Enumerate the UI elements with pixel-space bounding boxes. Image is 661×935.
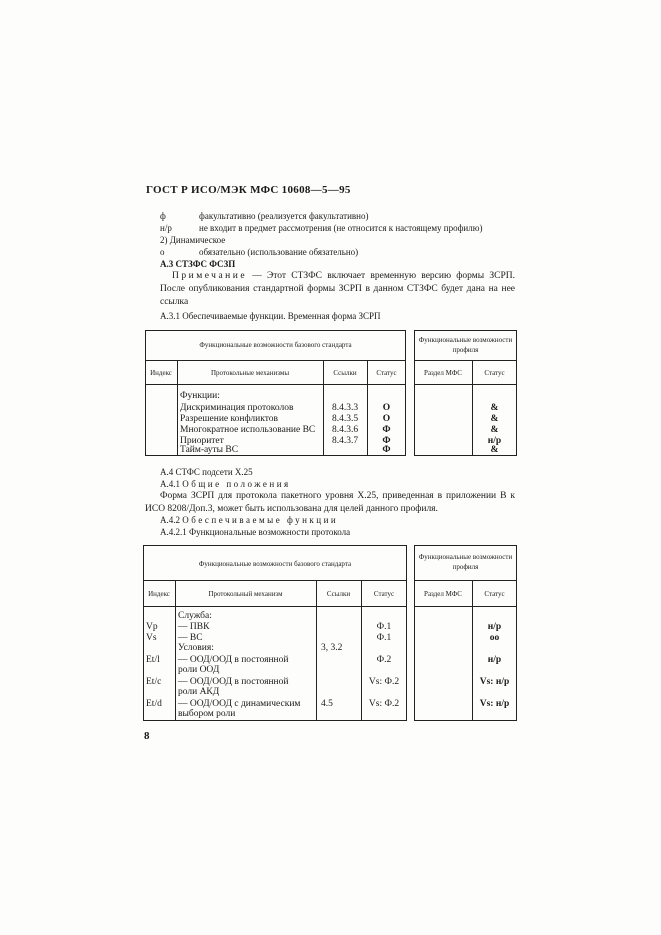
t2-status: Ф.2 [376, 655, 392, 665]
t1-status: Ф [382, 436, 391, 446]
note-paragraph [160, 270, 515, 309]
table-row: Разрешение конфликтов [180, 414, 278, 424]
t1-col-mech: Протокольные механизмы [210, 369, 290, 377]
section-a3: А.3 СТЗФС ФСЗП [160, 259, 236, 269]
t2-mech: роли АКД [178, 687, 220, 697]
note-label: Примечание [172, 271, 248, 281]
t2-mech: — ООД/ООД в постоянной [178, 677, 289, 687]
note-text: — Этот СТЗФС включает временную версию формы ЗСРП. После опубликования стандартной формы ЗСРП в данном СТЗФС будет дана на нее ссылка [160, 271, 515, 307]
t2-status: Ф.1 [376, 622, 392, 632]
t2-header-left: Функциональные возможности базового стандарта [198, 560, 352, 568]
a41-title: Общие положения [182, 479, 291, 489]
legend-code-nr: н/р [160, 223, 172, 233]
t1-header-left: Функциональные возможности базового стандарта [199, 341, 352, 349]
t1-col-index: Индекс [150, 369, 172, 377]
t1-status: Ф [382, 425, 391, 435]
t2-col-status: Статус [373, 590, 395, 598]
legend-text-f: факультативно (реализуется факультативно) [199, 211, 369, 221]
t1-status: О [382, 414, 391, 424]
legend-code-o: о [160, 247, 165, 257]
t2-pstatus: н/р [487, 655, 502, 665]
t1-pstatus: & [490, 425, 499, 435]
t1-status: О [382, 403, 391, 413]
a421-title: А.4.2.1 Функциональные возможности протокола [160, 527, 351, 537]
t1-status: Ф [382, 445, 391, 455]
t2-mech: Условия: [178, 643, 214, 653]
item-dynamic: 2) Динамическое [160, 235, 226, 245]
t2-pstatus: оо [489, 633, 500, 643]
page-header: ГОСТ Р ИСО/МЭК МФС 10608—5—95 [146, 184, 351, 196]
table-row: Тайм-ауты ВС [180, 445, 239, 455]
t2-pstatus: Vs: н/р [479, 677, 510, 687]
t2-status: Vs: Ф.2 [368, 699, 400, 709]
t2-mech: — ООД/ООД с динамическим [178, 699, 301, 709]
t2-pstatus: Vs: н/р [479, 699, 510, 709]
t2-index: Vp [146, 622, 158, 632]
t1-col-status: Статус [376, 369, 397, 377]
a41-num: А.4.1 [160, 479, 180, 489]
t2-index: Et/d [146, 699, 162, 709]
section-a4: А.4 СТФС подсети Х.25 [160, 467, 253, 477]
t1-col-ref: Ссылки [333, 369, 357, 377]
table-row: Приоритет [180, 436, 224, 446]
t2-index: Et/l [146, 655, 160, 665]
t1-col-pstatus: Статус [484, 369, 505, 377]
t1-ref: 8.4.3.6 [331, 425, 359, 435]
t2-mech: — ВС [178, 633, 203, 643]
legend-text-o: обязательно (использование обязательно) [199, 247, 359, 257]
t2-col-mfs: Раздел МФС [424, 590, 462, 598]
table-row: Многократное использование ВС [180, 425, 316, 435]
t1-ref: 8.4.3.3 [331, 403, 359, 413]
t1-ref: 8.4.3.7 [331, 436, 359, 446]
t1-group-label: Функции: [180, 391, 220, 401]
legend-code-f: ф [160, 211, 166, 221]
t2-col-index: Индекс [148, 590, 170, 598]
a41-heading [160, 479, 291, 489]
t2-header-right: Функциональные возможности профиля [418, 553, 513, 571]
t1-col-mfs: Раздел МФС [424, 369, 462, 377]
t1-pstatus: & [490, 403, 499, 413]
t2-ref: 4.5 [321, 699, 333, 709]
t1-pstatus: & [490, 414, 499, 424]
t2-mech: выбором роли [178, 709, 236, 719]
a42-title: Обеспечиваемые функции [182, 515, 339, 525]
t2-index: Vs [146, 633, 157, 643]
t2-ref: 3, 3.2 [321, 643, 343, 653]
page-number: 8 [144, 730, 150, 742]
t2-mech: — ООД/ООД в постоянной [178, 655, 289, 665]
a41-text: Форма ЗСРП для протокола пакетного уровня Х.25, приведенная в приложении В к ИСО 8208/Доп.3, может быть использована для целей данного профиля. [145, 491, 515, 514]
t1-pstatus: & [490, 445, 499, 455]
t2-mech: роли ООД [178, 665, 220, 675]
t2-index: Et/c [146, 677, 162, 687]
a42-heading [160, 515, 338, 525]
t1-header-right: Функциональные возможности профиля [418, 336, 513, 354]
t2-pstatus: н/р [487, 622, 502, 632]
t2-status: Vs: Ф.2 [368, 677, 400, 687]
table-row: Дискриминация протоколов [180, 403, 294, 413]
t1-ref: 8.4.3.5 [331, 414, 359, 424]
t2-col-mech: Протокольный механизм [208, 590, 283, 598]
t2-status: Ф.1 [376, 633, 392, 643]
t2-col-pstatus: Статус [484, 590, 505, 598]
legend-text-nr: не входит в предмет рассмотрения (не относится к настоящему профилю) [199, 223, 483, 233]
t2-mech: — ПВК [178, 622, 210, 632]
a31-title: А.3.1 Обеспечиваемые функции. Временная форма ЗСРП [160, 311, 381, 321]
t1-pstatus: н/р [487, 436, 502, 446]
a42-num: А.4.2 [160, 515, 180, 525]
t2-col-ref: Ссылки [326, 590, 351, 598]
t2-mech: Служба: [178, 611, 212, 621]
